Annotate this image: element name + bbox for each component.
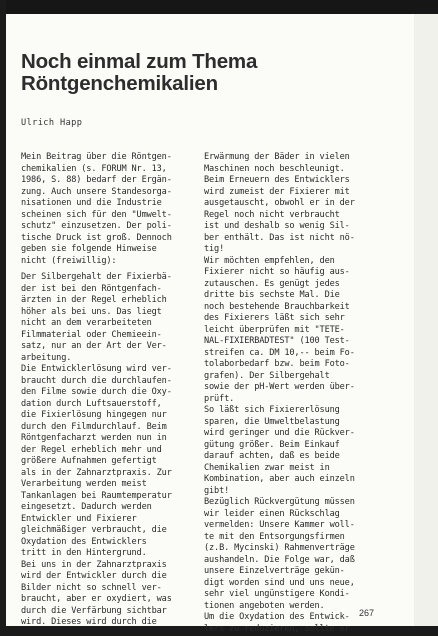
text-line: prüft. (204, 393, 235, 404)
text-line: NAL-FIXIERBADTEST" (100 Test- (204, 336, 350, 346)
text-line: die Fixierlösung hingegen nur (21, 410, 167, 420)
title-line: Noch einmal zum Thema (21, 50, 258, 73)
text-line: Tankanlagen bei Raumtemperatur (21, 490, 172, 501)
article-author: Ulrich Happ (21, 118, 83, 128)
text-line: tolaborbedarf bzw. beim Foto- (204, 359, 350, 369)
text-line: nicht an dem verarbeiteten (21, 318, 152, 328)
text-line: Oxydation des Entwicklers (21, 536, 147, 547)
text-line: Filmmaterial oder Chemieein- (21, 329, 162, 340)
text-line: als in der Zahnarztpraxis. Zur (21, 467, 172, 478)
text-line: wird der Entwickler durch die (21, 571, 167, 581)
text-line: ausgetauscht, obwohl er in der (204, 198, 355, 208)
scan-border-top (0, 0, 438, 14)
text-line: tig! (204, 244, 225, 254)
text-line: unsere Einzelverträge gekün- (204, 566, 345, 576)
text-line: schutz" einzusetzen. Der poli- (21, 221, 172, 231)
text-column-right (204, 152, 375, 635)
document-page (6, 14, 414, 634)
text-line: braucht, aber er oxydiert, was (21, 594, 172, 604)
text-line: Röntgenfacharzt werden nun in (21, 433, 167, 443)
text-line: Entwickler und Fixierer (21, 513, 137, 524)
text-line: den Filme sowie durch die Oxy- (21, 387, 172, 397)
text-line: höher als bei uns. Das liegt (21, 306, 162, 317)
text-line: durch den Filmdurchlauf. Beim (21, 421, 167, 432)
text-line: zung. Auch unsere Standesorga- (21, 186, 172, 197)
text-line: Chemikalien zwar meist in (204, 462, 330, 473)
text-line: braucht durch die durchlaufen- (21, 375, 172, 386)
text-line: satz, nur an der Art der Ver- (21, 341, 167, 351)
text-line: Die Entwicklerlösung wird ver- (21, 364, 172, 374)
text-line: Bei uns in der Zahnarztpraxis (21, 559, 167, 570)
text-line: darauf achten, daß es beide (204, 451, 340, 461)
text-line: dritte bis sechste Mal. Die (204, 290, 340, 300)
text-line: gütung größer. Beim Einkauf (204, 439, 340, 450)
text-line: Fixierer nicht so häufig aus- (204, 267, 350, 277)
text-line: lers zu reduzieren, sollte er (204, 623, 350, 634)
text-line: Maschinen noch beschleunigt. (204, 163, 345, 174)
text-line: vermelden: Unsere Kammer woll- (204, 520, 355, 530)
text-line: 1986, S. 88) bedarf der Ergän- (21, 175, 172, 185)
text-line: tische Druck ist groß. Dennoch (21, 232, 172, 243)
text-line: sowie der pH-Wert werden über- (204, 382, 355, 392)
text-line: gibt! (204, 485, 230, 496)
text-line: digt worden sind und uns neue, (204, 577, 355, 588)
text-line: geben sie folgende Hinweise (21, 244, 157, 254)
text-line: ist und deshalb so wenig Sil- (204, 221, 350, 231)
text-line: Regel noch nicht verbraucht (204, 209, 340, 220)
text-line: ärzten in der Regel erheblich (21, 295, 167, 305)
text-line: te mit den Entsorgungsfirmen (204, 531, 345, 542)
text-line: Erwärmung der Bäder in vielen (204, 152, 350, 162)
text-line: dation durch Luftsauerstoff, (21, 398, 162, 409)
text-line: Wir möchten empfehlen, den (204, 255, 335, 266)
text-line: wird zumeist der Fixierer mit (204, 186, 350, 197)
text-line: streifen ca. DM 10,-- beim Fo- (204, 347, 355, 358)
text-line: Um die Oxydation des Entwick- (204, 612, 350, 622)
text-line: durch die Verfärbung sichtbar (21, 605, 167, 616)
text-line: sparen, die Umweltbelastung (204, 416, 340, 427)
text-line: tionen angeboten werden. (204, 600, 325, 611)
text-line: (z.B. Mycinski) Rahmenverträge (204, 543, 355, 553)
text-line: chemikalien (s. FORUM Nr. 13, (21, 163, 167, 174)
text-line: Der Silbergehalt der Fixierbä- (21, 272, 172, 282)
text-line: noch bestehende Brauchbarkeit (204, 301, 350, 312)
text-line: tritt in den Hintergrund. (21, 548, 147, 558)
text-line: nicht (freiwillig): (21, 255, 117, 266)
article-title (21, 51, 257, 95)
text-line: wird. Dieses wird durch die (21, 617, 157, 627)
text-line: wird geringer und die Rückver- (204, 428, 355, 438)
text-line: Bilder nicht so schnell ver- (21, 582, 162, 593)
text-line: der ist bei den Röntgenfach- (21, 283, 162, 294)
text-line: So läßt sich Fixiererlösung (204, 405, 340, 415)
text-line: ber enthält. Das ist nicht nö- (204, 232, 355, 243)
text-line: nisationen und die Industrie (21, 198, 162, 208)
text-line: gleichmäßiger verbraucht, die (21, 525, 167, 535)
title-line: Röntgenchemikalien (21, 72, 218, 95)
text-line: wir leider einen Rückschlag (204, 508, 340, 519)
page-number: 267 (358, 608, 374, 618)
text-line: Verarbeitung werden meist (21, 479, 147, 489)
text-line: sehr viel ungünstigere Kondi- (204, 589, 350, 599)
text-line: grafen). Der Silbergehalt (204, 370, 330, 381)
text-line: Kombination, aber auch einzeln (204, 474, 355, 484)
text-line: zutauschen. Es genügt jedes (204, 278, 340, 289)
text-line: arbeitung. (21, 352, 72, 363)
text-line: der Regel erheblich mehr und (21, 444, 162, 455)
text-line: Bezüglich Rückvergütung müssen (204, 497, 355, 507)
text-line: des Fixierers läßt sich sehr (204, 313, 345, 323)
text-line: größere Aufnahmen gefertigt (21, 456, 157, 466)
text-column-left (21, 152, 192, 629)
text-line: leicht überprüfen mit "TETE- (204, 324, 345, 335)
text-line: scheinen sich für den "Umwelt- (21, 209, 172, 220)
text-line: eingesetzt. Dadurch werden (21, 502, 152, 512)
text-line: Mein Beitrag über die Röntgen- (21, 152, 172, 162)
text-line: aushandeln. Die Folge war, daß (204, 554, 355, 565)
text-line: Beim Erneuern des Entwicklers (204, 175, 350, 185)
